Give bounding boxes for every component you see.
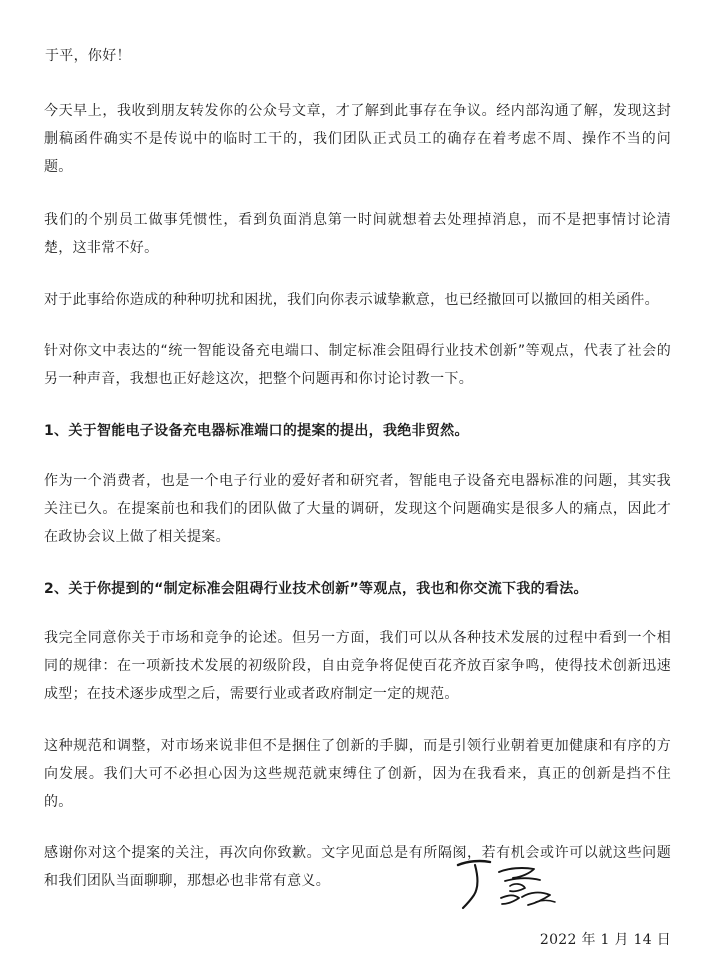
paragraph-regulation: 这种规范和调整，对市场来说非但不是捆住了创新的手脚，而是引领行业朝着更加健康和有序的方向发展。我们大可不必担心因为这些规范就束缚住了创新，因为在我看来，真正的创新是挡不住的。 xyxy=(44,738,671,810)
handwritten-signature xyxy=(452,852,562,912)
paragraph-market-competition: 我完全同意你关于市场和竞争的论述。但另一方面，我们可以从各种技术发展的过程中看到一个相同的规律：在一项新技术发展的初级阶段，自由竞争将促使百花齐放百家争鸣，使得技术创新迅速成型；在技术逐步成型之后，需要行业或者政府制定一定的规范。 xyxy=(44,630,671,702)
paragraph-apology: 对于此事给你造成的种种叨扰和困扰，我们向你表示诚挚歉意，也已经撤回可以撤回的相关函件。 xyxy=(44,292,659,308)
paragraph-closing: 感谢你对这个提案的关注，再次向你致歉。文字见面总是有所隔阂，若有机会或许可以就这些问题和我们团队当面聊聊，那想必也非常有意义。 xyxy=(44,845,671,889)
paragraph-staff-issue: 我们的个别员工做事凭惯性，看到负面消息第一时间就想着去处理掉消息，而不是把事情讨论清楚，这非常不好。 xyxy=(44,212,671,256)
section-heading-1: 1、关于智能电子设备充电器标准端口的提案的提出，我绝非贸然。 xyxy=(44,423,469,439)
paragraph-viewpoint: 针对你文中表达的“统一智能设备充电端口、制定标准会阻碍行业技术创新”等观点，代表了社会的另一种声音，我想也正好趁这次，把整个问题再和你讨论讨教一下。 xyxy=(44,343,671,387)
salutation: 于平，你好！ xyxy=(45,48,131,64)
paragraph-apology-context: 今天早上，我收到朋友转发你的公众号文章，才了解到此事存在争议。经内部沟通了解，发现这封删稿函件确实不是传说中的临时工干的，我们团队正式员工的确存在着考虑不周、操作不当的问题。 xyxy=(44,103,671,175)
paragraph-proposal-background: 作为一个消费者，也是一个电子行业的爱好者和研究者，智能电子设备充电器标准的问题，其实我关注已久。在提案前也和我们的团队做了大量的调研，发现这个问题确实是很多人的痛点，因此才在政协会议上做了相关提案。 xyxy=(44,473,671,545)
section-heading-2: 2、关于你提到的“制定标准会阻碍行业技术创新”等观点，我也和你交流下我的看法。 xyxy=(44,581,588,597)
letter-date: 2022 年 1 月 14 日 xyxy=(539,932,671,948)
